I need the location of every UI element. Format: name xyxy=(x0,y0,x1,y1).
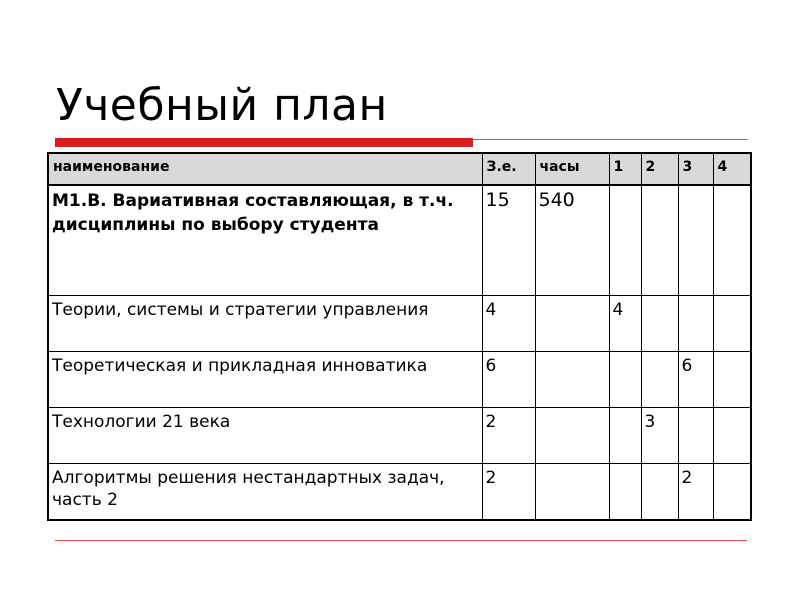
table-header-row xyxy=(48,153,751,185)
cell-ze: 4 xyxy=(482,296,535,352)
cell-semester-3 xyxy=(678,185,713,296)
cell-semester-1 xyxy=(609,352,641,408)
cell-semester-3 xyxy=(678,408,713,464)
title-accent-bar xyxy=(55,138,473,147)
cell-ze: 2 xyxy=(482,464,535,521)
footer-accent-line xyxy=(55,540,747,541)
cell-hours: 540 xyxy=(535,185,609,296)
header-semester-4: 4 xyxy=(713,153,751,185)
cell-semester-3: 2 xyxy=(678,464,713,521)
header-name: наименование xyxy=(48,153,482,185)
table-row xyxy=(48,352,751,408)
cell-semester-4 xyxy=(713,185,751,296)
cell-hours xyxy=(535,408,609,464)
table-row xyxy=(48,464,751,521)
cell-ze: 6 xyxy=(482,352,535,408)
cell-name: Технологии 21 века xyxy=(48,408,482,464)
table-row xyxy=(48,408,751,464)
header-semester-2: 2 xyxy=(641,153,678,185)
title-accent-line xyxy=(473,139,748,140)
cell-semester-4 xyxy=(713,464,751,521)
cell-semester-1 xyxy=(609,464,641,521)
cell-hours xyxy=(535,352,609,408)
cell-hours xyxy=(535,296,609,352)
cell-semester-2 xyxy=(641,464,678,521)
cell-semester-2 xyxy=(641,296,678,352)
cell-semester-4 xyxy=(713,296,751,352)
header-ze: З.е. xyxy=(482,153,535,185)
table-row xyxy=(48,185,751,296)
cell-name: Теории, системы и стратегии управления xyxy=(48,296,482,352)
header-semester-1: 1 xyxy=(609,153,641,185)
header-semester-3: 3 xyxy=(678,153,713,185)
curriculum-table xyxy=(47,152,752,521)
cell-name: Теоретическая и прикладная инноватика xyxy=(48,352,482,408)
cell-semester-3: 6 xyxy=(678,352,713,408)
cell-semester-4 xyxy=(713,408,751,464)
cell-semester-4 xyxy=(713,352,751,408)
cell-semester-2 xyxy=(641,352,678,408)
cell-hours xyxy=(535,464,609,521)
header-hours: часы xyxy=(535,153,609,185)
cell-semester-1 xyxy=(609,185,641,296)
table-row xyxy=(48,296,751,352)
cell-semester-2 xyxy=(641,185,678,296)
cell-semester-3 xyxy=(678,296,713,352)
cell-name: М1.В. Вариативная составляющая, в т.ч. дисциплины по выбору студента xyxy=(48,185,482,296)
cell-semester-2: 3 xyxy=(641,408,678,464)
cell-semester-1: 4 xyxy=(609,296,641,352)
cell-ze: 2 xyxy=(482,408,535,464)
cell-name: Алгоритмы решения нестандартных задач, часть 2 xyxy=(48,464,482,521)
cell-ze: 15 xyxy=(482,185,535,296)
cell-semester-1 xyxy=(609,408,641,464)
slide-title: Учебный план xyxy=(56,80,388,131)
